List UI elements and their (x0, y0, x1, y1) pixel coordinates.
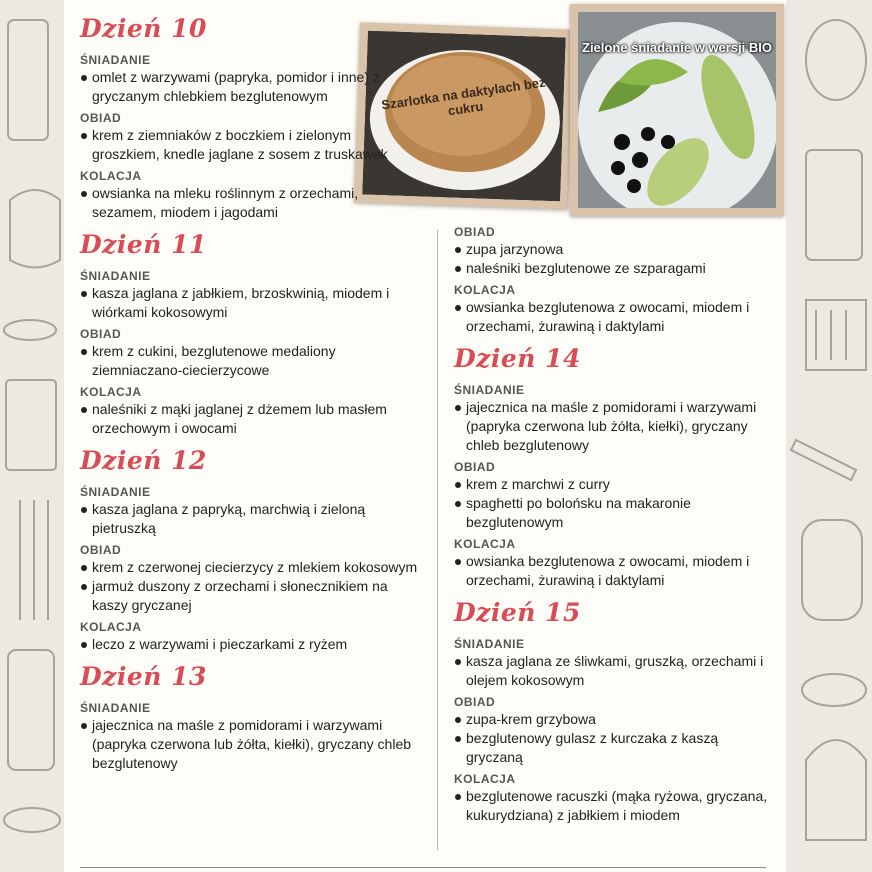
kitchen-illustration-right (786, 0, 872, 872)
day-title: Dzień 10 (80, 14, 207, 43)
meal-item: zupa-krem grzybowa (454, 710, 774, 729)
meal-items (454, 787, 774, 825)
meal-items (454, 240, 774, 278)
menu-page (64, 0, 786, 872)
meal-item: krem z czerwonej ciecierzycy z mlekiem kokosowym (80, 558, 420, 577)
meal-items (80, 68, 420, 106)
meal-label: OBIAD (454, 225, 496, 239)
day-section (454, 344, 774, 590)
meal-label: ŚNIADANIE (80, 701, 151, 715)
bottom-rule (80, 867, 766, 868)
meal-label: ŚNIADANIE (80, 269, 151, 283)
meal-item: zupa jarzynowa (454, 240, 774, 259)
day-title: Dzień 13 (80, 662, 207, 691)
column-divider (437, 230, 438, 850)
meal-item: naleśniki bezglutenowe ze szparagami (454, 259, 774, 278)
meal-item: spaghetti po bolońsku na makaronie bezglutenowym (454, 494, 774, 532)
day-section (454, 598, 774, 825)
meal-item: owsianka bezglutenowa z owocami, miodem i orzechami, żurawiną i daktylami (454, 552, 774, 590)
meal-label: KOLACJA (454, 283, 516, 297)
day-title: Dzień 15 (454, 598, 581, 627)
day-title: Dzień 12 (80, 446, 207, 475)
meal-item: jajecznica na maśle z pomidorami i warzywami (papryka czerwona lub żółta, kiełki), gryczany chleb bezglutenowy (454, 398, 774, 455)
meal-items (454, 475, 774, 532)
meal-items (80, 716, 420, 773)
meal-items (454, 710, 774, 767)
meal-label: OBIAD (80, 327, 122, 341)
meal-item: bezglutenowe racuszki (mąka ryżowa, gryczana, kukurydziana) z jabłkiem i miodem (454, 787, 774, 825)
day-continuation (454, 224, 774, 336)
meal-items (80, 558, 420, 615)
right-column (454, 224, 774, 833)
kitchen-illustration-left (0, 0, 64, 872)
meal-label: ŚNIADANIE (454, 383, 525, 397)
day-section (80, 446, 420, 654)
meal-item: kasza jaglana z jabłkiem, brzoskwinią, miodem i wiórkami kokosowymi (80, 284, 420, 322)
meal-item: jarmuż duszony z orzechami i słonecznikiem na kaszy gryczanej (80, 577, 420, 615)
meal-label: OBIAD (80, 543, 122, 557)
meal-item: kasza jaglana z papryką, marchwią i zieloną pietruszką (80, 500, 420, 538)
day-title: Dzień 11 (80, 230, 207, 259)
meal-label: OBIAD (454, 460, 496, 474)
meal-label: OBIAD (454, 695, 496, 709)
meal-items (80, 284, 420, 322)
meal-label: KOLACJA (80, 169, 142, 183)
meal-items (454, 552, 774, 590)
meal-label: KOLACJA (454, 537, 516, 551)
salad-photo (570, 4, 784, 216)
meal-item: krem z marchwi z curry (454, 475, 774, 494)
meal-item: naleśniki z mąki jaglanej z dżemem lub masłem orzechowym i owocami (80, 400, 420, 438)
meal-label: KOLACJA (80, 620, 142, 634)
meal-item: kasza jaglana ze śliwkami, gruszką, orzechami i olejem kokosowym (454, 652, 774, 690)
salad-caption: Zielone śniadanie w wersji BIO (582, 40, 772, 55)
day-section (80, 14, 420, 222)
meal-items (454, 398, 774, 455)
meal-items (454, 652, 774, 690)
meal-item: owsianka na mleku roślinnym z orzechami, sezamem, miodem i jagodami (80, 184, 420, 222)
meal-items (80, 500, 420, 538)
day-section (80, 230, 420, 438)
meal-item: jajecznica na maśle z pomidorami i warzywami (papryka czerwona lub żółta, kiełki), gryczany chleb bezglutenowy (80, 716, 420, 773)
meal-items (80, 635, 420, 654)
meal-item: krem z ziemniaków z boczkiem i zielonym groszkiem, knedle jaglane z sosem z truskawek (80, 126, 420, 164)
meal-label: KOLACJA (454, 772, 516, 786)
meal-label: ŚNIADANIE (454, 637, 525, 651)
meal-label: ŚNIADANIE (80, 485, 151, 499)
meal-label: ŚNIADANIE (80, 53, 151, 67)
meal-label: OBIAD (80, 111, 122, 125)
meal-items (80, 342, 420, 380)
meal-label: KOLACJA (80, 385, 142, 399)
day-section (80, 662, 420, 773)
left-column (80, 14, 420, 781)
meal-items (80, 184, 420, 222)
meal-item: leczo z warzywami i pieczarkami z ryżem (80, 635, 420, 654)
day-title: Dzień 14 (454, 344, 581, 373)
meal-items (80, 126, 420, 164)
meal-items (454, 298, 774, 336)
meal-item: omlet z warzywami (papryka, pomidor i inne) z gryczanym chlebkiem bezglutenowym (80, 68, 420, 106)
meal-items (80, 400, 420, 438)
cake-caption: Szarlotka na daktylach bez cukru (380, 74, 547, 119)
meal-item: bezglutenowy gulasz z kurczaka z kaszą gryczaną (454, 729, 774, 767)
meal-item: krem z cukini, bezglutenowe medaliony ziemniaczano-ciecierzycowe (80, 342, 420, 380)
meal-item: owsianka bezglutenowa z owocami, miodem i orzechami, żurawiną i daktylami (454, 298, 774, 336)
